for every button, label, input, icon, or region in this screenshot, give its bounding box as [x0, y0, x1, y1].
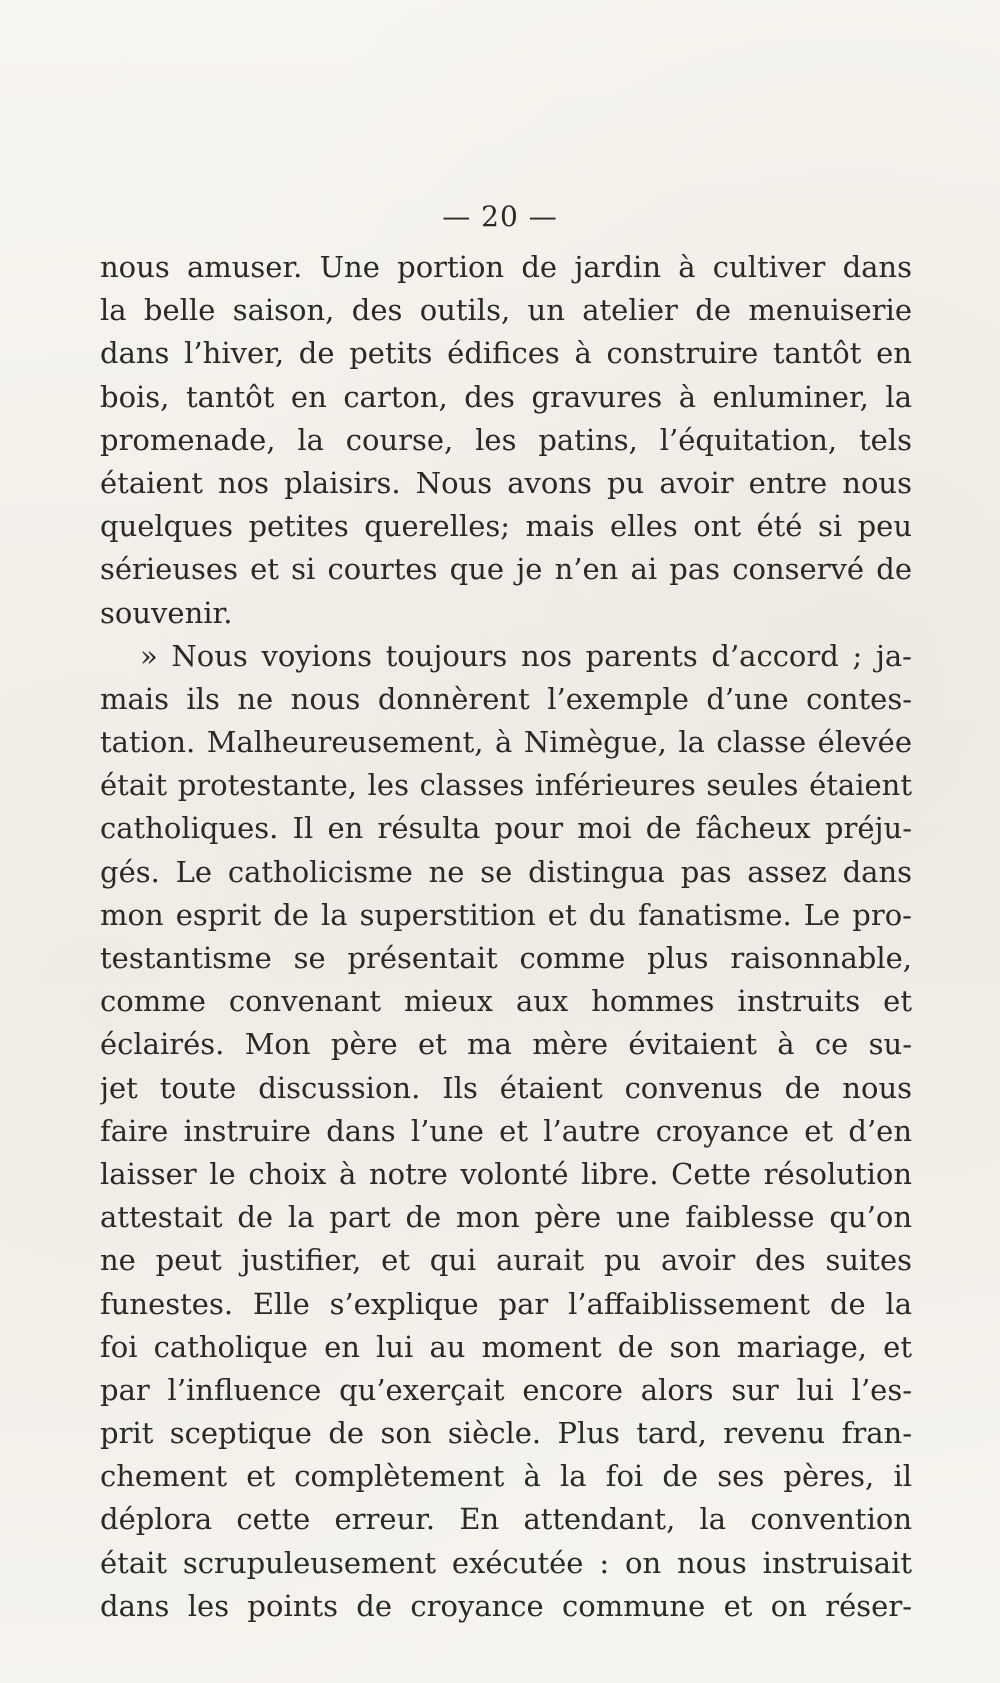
text-line: funestes. Elle s’explique par l’affaiblissement de la — [100, 1286, 912, 1321]
text-line: la belle saison, des outils, un atelier de menuiserie — [100, 293, 912, 328]
text-line: étaient nos plaisirs. Nous avons pu avoir entre nous — [100, 465, 912, 500]
text-line: dans les points de croyance commune et on réser- — [100, 1588, 912, 1623]
text-line: faire instruire dans l’une et l’autre croyance et d’en — [100, 1113, 912, 1148]
text-line: promenade, la course, les patins, l’équitation, tels — [100, 422, 912, 457]
text-line: souvenir. — [100, 595, 233, 630]
text-line: mon esprit de la superstition et du fanatisme. Le pro- — [100, 897, 912, 932]
text-line: quelques petites querelles; mais elles ont été si peu — [100, 509, 912, 544]
text-line: prit sceptique de son siècle. Plus tard, revenu fran- — [100, 1416, 912, 1451]
text-line: laisser le choix à notre volonté libre. Cette résolution — [100, 1156, 912, 1191]
text-line: nous amuser. Une portion de jardin à cultiver dans — [100, 250, 912, 284]
text-line: bois, tantôt en carton, des gravures à enluminer, la — [100, 379, 912, 414]
text-line: » Nous voyions toujours nos parents d’accord ; ja- — [140, 638, 912, 673]
page-number: — 20 — — [442, 200, 558, 233]
text-line: chement et complètement à la foi de ses pères, il — [100, 1459, 912, 1494]
text-line: foi catholique en lui au moment de son mariage, et — [100, 1329, 912, 1364]
text-line: par l’influence qu’exerçait encore alors sur lui l’es- — [100, 1372, 912, 1407]
text-line: était protestante, les classes inférieures seules étaient — [100, 768, 912, 803]
text-line: éclairés. Mon père et ma mère évitaient à ce su- — [100, 1027, 912, 1062]
text-line: comme convenant mieux aux hommes instruits et — [100, 984, 912, 1019]
text-line: attestait de la part de mon père une faiblesse qu’on — [100, 1200, 912, 1235]
text-line: sérieuses et si courtes que je n’en ai pas conservé de — [100, 552, 912, 587]
text-line: catholiques. Il en résulta pour moi de fâcheux préju- — [100, 811, 912, 846]
text-line: jet toute discussion. Ils étaient convenus de nous — [100, 1070, 912, 1105]
text-line: gés. Le catholicisme ne se distingua pas assez dans — [100, 854, 912, 889]
text-line: était scrupuleusement exécutée : on nous instruisait — [100, 1545, 912, 1580]
text-line: ne peut justifier, et qui aurait pu avoir des suites — [100, 1243, 912, 1278]
text-line: testantisme se présentait comme plus raisonnable, — [100, 941, 912, 975]
text-line: mais ils ne nous donnèrent l’exemple d’une contes- — [100, 681, 912, 716]
body-text — [100, 246, 912, 1628]
text-line: déplora cette erreur. En attendant, la convention — [100, 1502, 912, 1537]
text-line: tation. Malheureusement, à Nimègue, la classe élevée — [100, 725, 912, 760]
text-line: dans l’hiver, de petits édifices à construire tantôt en — [100, 336, 912, 371]
